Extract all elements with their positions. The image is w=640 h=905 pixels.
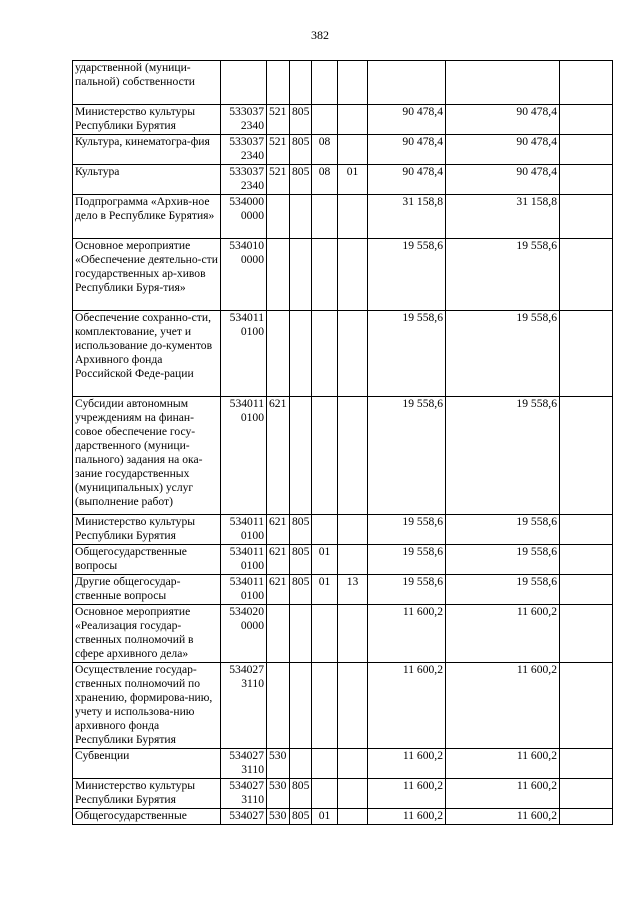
- table-row: [73, 397, 613, 515]
- cell-name: Министерство культуры Республики Бурятия: [73, 105, 221, 135]
- cell-amount: 11 600,2: [368, 663, 446, 749]
- cell-name: Культура, кинематогра-фия: [73, 135, 221, 165]
- cell-amount: 19 558,6: [368, 397, 446, 515]
- table-row: [73, 135, 613, 165]
- cell-amount: 31 158,8: [368, 195, 446, 239]
- cell-section: [312, 105, 338, 135]
- cell-target-code: 533037 2340: [221, 135, 267, 165]
- cell-amount-2: 90 478,4: [446, 105, 560, 135]
- cell-subsection: [338, 239, 368, 311]
- page-number: 382: [311, 28, 329, 42]
- cell-target-code: 534011 0100: [221, 397, 267, 515]
- cell-expense-type: 621: [267, 397, 290, 515]
- cell-target-code: 534027 3110: [221, 663, 267, 749]
- cell-section: 08: [312, 165, 338, 195]
- cell-amount-2: 11 600,2: [446, 809, 560, 825]
- cell-name: Субсидии автономным учреждениям на финан-совое обеспечение госу-дарственного (муници-пального) задания на ока-зание государственных (муниципальных) услуг (выполнение работ): [73, 397, 221, 515]
- cell-section: [312, 397, 338, 515]
- cell-name: Основное мероприятие «Реализация государ-ственных полномочий в сфере архивного дела»: [73, 605, 221, 663]
- cell-ministry-code: 805: [290, 575, 312, 605]
- cell-target-code: [221, 61, 267, 105]
- cell-name: Подпрограмма «Архив-ное дело в Республике Бурятия»: [73, 195, 221, 239]
- table-row: [73, 311, 613, 397]
- cell-name: Культура: [73, 165, 221, 195]
- cell-amount-2: 11 600,2: [446, 779, 560, 809]
- cell-expense-type: [267, 605, 290, 663]
- cell-ministry-code: [290, 239, 312, 311]
- table-row: [73, 515, 613, 545]
- cell-ministry-code: 805: [290, 779, 312, 809]
- cell-subsection: [338, 311, 368, 397]
- cell-empty: [560, 545, 613, 575]
- cell-name: Основное мероприятие «Обеспечение деятельно-сти государственных ар-хивов Республики Буря-тия»: [73, 239, 221, 311]
- cell-expense-type: 530: [267, 749, 290, 779]
- cell-amount: 11 600,2: [368, 749, 446, 779]
- cell-subsection: [338, 779, 368, 809]
- cell-ministry-code: [290, 605, 312, 663]
- cell-target-code: 534011 0100: [221, 545, 267, 575]
- table-row: [73, 575, 613, 605]
- cell-name: Общегосударственные вопросы: [73, 545, 221, 575]
- cell-empty: [560, 311, 613, 397]
- cell-expense-type: 621: [267, 515, 290, 545]
- cell-expense-type: [267, 239, 290, 311]
- cell-target-code: 534027 3110: [221, 779, 267, 809]
- table-row: [73, 663, 613, 749]
- cell-empty: [560, 663, 613, 749]
- cell-subsection: 01: [338, 165, 368, 195]
- cell-name: Обеспечение сохранно-сти, комплектование, учет и использование до-кументов Архивного фонда Российской Феде-рации: [73, 311, 221, 397]
- cell-section: [312, 749, 338, 779]
- cell-amount-2: 11 600,2: [446, 749, 560, 779]
- cell-amount: 19 558,6: [368, 575, 446, 605]
- cell-expense-type: 621: [267, 575, 290, 605]
- cell-expense-type: [267, 195, 290, 239]
- cell-name: ударственной (муници-пальной) собственности: [73, 61, 221, 105]
- table-row: [73, 545, 613, 575]
- cell-subsection: [338, 663, 368, 749]
- cell-amount: 11 600,2: [368, 605, 446, 663]
- cell-subsection: 13: [338, 575, 368, 605]
- cell-section: [312, 239, 338, 311]
- cell-amount-2: 90 478,4: [446, 165, 560, 195]
- cell-subsection: [338, 397, 368, 515]
- cell-target-code: 534011 0100: [221, 515, 267, 545]
- cell-subsection: [338, 605, 368, 663]
- cell-empty: [560, 605, 613, 663]
- cell-amount-2: [446, 61, 560, 105]
- cell-amount-2: 19 558,6: [446, 397, 560, 515]
- cell-amount-2: 19 558,6: [446, 515, 560, 545]
- cell-amount: 11 600,2: [368, 809, 446, 825]
- cell-expense-type: 530: [267, 779, 290, 809]
- cell-expense-type: 521: [267, 165, 290, 195]
- cell-target-code: 534011 0100: [221, 311, 267, 397]
- cell-empty: [560, 61, 613, 105]
- cell-amount-2: 19 558,6: [446, 575, 560, 605]
- cell-amount-2: 19 558,6: [446, 311, 560, 397]
- cell-amount: 19 558,6: [368, 545, 446, 575]
- table-row: [73, 605, 613, 663]
- table-row: [73, 195, 613, 239]
- cell-ministry-code: 805: [290, 809, 312, 825]
- cell-ministry-code: [290, 397, 312, 515]
- cell-empty: [560, 779, 613, 809]
- cell-empty: [560, 165, 613, 195]
- cell-expense-type: [267, 311, 290, 397]
- cell-name: Министерство культуры Республики Бурятия: [73, 779, 221, 809]
- table-row: [73, 239, 613, 311]
- cell-expense-type: 521: [267, 105, 290, 135]
- cell-subsection: [338, 809, 368, 825]
- cell-subsection: [338, 545, 368, 575]
- cell-ministry-code: [290, 749, 312, 779]
- cell-name: Осуществление государ-ственных полномочий по хранению, формирова-нию, учету и использова-нию архивного фонда Республики Бурятия: [73, 663, 221, 749]
- cell-amount-2: 90 478,4: [446, 135, 560, 165]
- cell-name: Министерство культуры Республики Бурятия: [73, 515, 221, 545]
- cell-empty: [560, 515, 613, 545]
- cell-target-code: 534027: [221, 809, 267, 825]
- cell-ministry-code: 805: [290, 105, 312, 135]
- cell-subsection: [338, 195, 368, 239]
- cell-amount-2: 19 558,6: [446, 545, 560, 575]
- cell-section: [312, 311, 338, 397]
- cell-empty: [560, 135, 613, 165]
- cell-empty: [560, 397, 613, 515]
- table-row: [73, 749, 613, 779]
- cell-expense-type: [267, 61, 290, 105]
- cell-section: [312, 663, 338, 749]
- cell-empty: [560, 195, 613, 239]
- cell-section: 01: [312, 809, 338, 825]
- cell-section: [312, 61, 338, 105]
- cell-target-code: 534011 0100: [221, 575, 267, 605]
- cell-expense-type: 521: [267, 135, 290, 165]
- cell-ministry-code: 805: [290, 515, 312, 545]
- cell-ministry-code: [290, 311, 312, 397]
- cell-section: 01: [312, 545, 338, 575]
- cell-ministry-code: [290, 195, 312, 239]
- cell-ministry-code: [290, 663, 312, 749]
- cell-empty: [560, 749, 613, 779]
- cell-expense-type: [267, 663, 290, 749]
- cell-amount: 19 558,6: [368, 239, 446, 311]
- cell-amount: 19 558,6: [368, 515, 446, 545]
- cell-target-code: 534027 3110: [221, 749, 267, 779]
- cell-name: Субвенции: [73, 749, 221, 779]
- cell-amount: 19 558,6: [368, 311, 446, 397]
- table-row: [73, 779, 613, 809]
- cell-amount: 90 478,4: [368, 165, 446, 195]
- cell-amount: 90 478,4: [368, 135, 446, 165]
- cell-subsection: [338, 105, 368, 135]
- cell-ministry-code: [290, 61, 312, 105]
- cell-expense-type: 530: [267, 809, 290, 825]
- table-row: [73, 61, 613, 105]
- cell-subsection: [338, 61, 368, 105]
- cell-subsection: [338, 135, 368, 165]
- table-row: [73, 105, 613, 135]
- cell-amount: 11 600,2: [368, 779, 446, 809]
- cell-amount-2: 11 600,2: [446, 605, 560, 663]
- cell-ministry-code: 805: [290, 545, 312, 575]
- cell-ministry-code: 805: [290, 135, 312, 165]
- cell-subsection: [338, 515, 368, 545]
- table-row: [73, 809, 613, 825]
- cell-amount-2: 11 600,2: [446, 663, 560, 749]
- cell-empty: [560, 809, 613, 825]
- cell-name: Другие общегосудар-ственные вопросы: [73, 575, 221, 605]
- cell-section: [312, 515, 338, 545]
- cell-section: 01: [312, 575, 338, 605]
- cell-target-code: 533037 2340: [221, 105, 267, 135]
- table-body: [73, 61, 613, 825]
- cell-target-code: 533037 2340: [221, 165, 267, 195]
- cell-amount: 90 478,4: [368, 105, 446, 135]
- cell-empty: [560, 575, 613, 605]
- cell-amount: [368, 61, 446, 105]
- cell-empty: [560, 105, 613, 135]
- cell-empty: [560, 239, 613, 311]
- cell-target-code: 534020 0000: [221, 605, 267, 663]
- budget-table: [72, 60, 613, 825]
- cell-expense-type: 621: [267, 545, 290, 575]
- cell-section: [312, 605, 338, 663]
- cell-section: 08: [312, 135, 338, 165]
- table-row: [73, 165, 613, 195]
- cell-amount-2: 19 558,6: [446, 239, 560, 311]
- cell-target-code: 534000 0000: [221, 195, 267, 239]
- cell-amount-2: 31 158,8: [446, 195, 560, 239]
- cell-target-code: 534010 0000: [221, 239, 267, 311]
- cell-name: Общегосударственные: [73, 809, 221, 825]
- cell-ministry-code: 805: [290, 165, 312, 195]
- cell-section: [312, 779, 338, 809]
- cell-section: [312, 195, 338, 239]
- cell-subsection: [338, 749, 368, 779]
